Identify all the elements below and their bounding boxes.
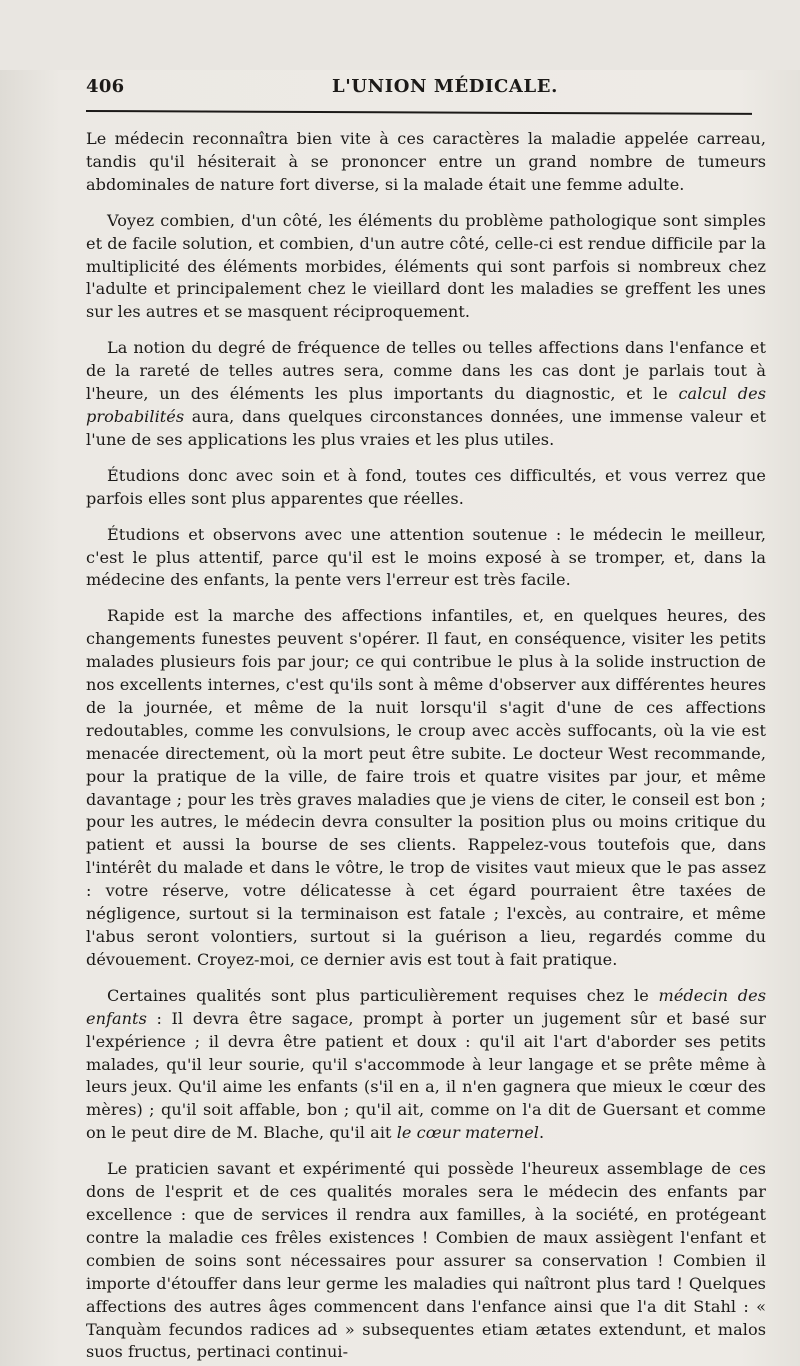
page-header	[86, 70, 766, 100]
paragraph-text: Rapide est la marche des affections infantiles, et, en quelques heures, des changements funestes peuvent s'opérer. Il faut, en conséquence, visiter les petits malades plusieurs fois par jour; ce qui contribue le plus à la solide instruction de nos excellents internes, c'est qu'ils sont à même d'observer aux différentes heures de la journée, et même de la nuit lorsqu'il s'agit d'une de ces affections redoutables, comme les convulsions, le croup avec accès suffocants, où la vie est menacée directement, où la mort peut être subite. Le docteur West recommande, pour la pratique de la ville, de faire trois et quatre visites par jour, et même davantage ; pour les très graves maladies que je viens de citer, le conseil est bon ; pour les autres, le médecin devra consulter la position plus ou moins critique du patient et aussi la bourse de ses clients. Rappelez-vous toutefois que, dans l'intérêt du malade et dans le vôtre, le trop de visites vaut mieux que le pas assez : votre réserve, votre délicatesse à cet égard pourraient être taxées de négligence, surtout si la terminaison est fatale ; l'excès, au contraire, et même l'abus seront volontiers, surtout si la guérison a lieu, regardés comme du dévouement. Croyez-moi, ce dernier avis est tout à fait pratique.	[86, 606, 766, 969]
paragraph-text-part: .	[538, 1123, 545, 1143]
header-rule	[86, 110, 752, 115]
paragraph-text-part: Certaines qualités sont plus particulièrement requises chez le	[107, 985, 659, 1005]
italic-phrase: calcul des probabilités	[86, 384, 767, 426]
running-title: L'UNION MÉDICALE.	[332, 76, 558, 97]
paragraph-text: Étudions et observons avec une attention soutenue : le médecin le meilleur, c'est le plus attentif, parce qu'il est le moins exposé à se tromper, et, dans la médecine des enfants, la pente vers l'erreur est très facile.	[86, 524, 766, 590]
paragraph-carreau	[86, 128, 766, 197]
paragraph-observe	[86, 524, 766, 593]
paragraph-frequency	[86, 337, 766, 452]
paragraph-text-part: aura, dans quelques circonstances données, une immense valeur et l'une de ses applications les plus vraies et les plus utiles.	[86, 406, 766, 449]
page	[0, 70, 800, 1366]
paragraph-text: Voyez combien, d'un côté, les éléments du problème pathologique sont simples et de facile solution, et combien, d'un autre côté, celle-ci est rendue difficile par la multiplicité des éléments morbides, éléments qui sont parfois si nombreux chez l'adulte et principalement chez le vieillard dont les maladies se greffent les unes sur les autres et se masquent réciproquement.	[86, 210, 766, 322]
italic-phrase: le cœur maternel	[396, 1123, 539, 1143]
paragraph-study	[86, 465, 766, 511]
paragraph-text: Étudions donc avec soin et à fond, toutes ces difficultés, et vous verrez que parfois elles sont plus apparentes que réelles.	[86, 465, 766, 508]
article-body	[86, 128, 766, 1364]
paragraph-qualities	[86, 985, 766, 1145]
paragraph-simplicity	[86, 210, 766, 325]
paragraph-text-part: La notion du degré de fréquence de telles ou telles affections dans l'enfance et de la rareté de telles autres sera, comme dans les cas dont je parlais tout à l'heure, un des éléments les plus importants du diagnostic, et le	[86, 338, 766, 404]
paragraph-text: Le praticien savant et expérimenté qui possède l'heureux assemblage de ces dons de l'esprit et de ces qualités morales sera le médecin des enfants par excellence : que de services il rendra aux familles, à la société, en protégeant contre la maladie ces frêles existences ! Combien de maux assiègent l'enfant et combien de soins sont nécessaires pour assurer sa conservation ! Combien il importe d'étouffer dans leur germe les maladies qui naîtront plus tard ! Quelques affections des autres âges commencent dans l'enfance ainsi que l'a dit Stahl : « Tanquàm fecundos radices ad » subsequentes etiam ætates extendunt, et malos suos fructus, pertinaci continui-	[86, 1159, 766, 1362]
italic-phrase: médecin des enfants	[86, 985, 767, 1028]
paragraph-rapid-course	[86, 605, 766, 972]
page-number: 406	[86, 76, 125, 97]
paragraph-practitioner	[86, 1158, 766, 1364]
paragraph-text: Le médecin reconnaîtra bien vite à ces caractères la maladie appelée carreau, tandis qu'il hésiterait à se prononcer entre un grand nombre de tumeurs abdominales de nature fort diverse, si la malade était une femme adulte.	[86, 129, 766, 194]
paragraph-text-part: : Il devra être sagace, prompt à porter un jugement sûr et basé sur l'expérience ; il devra être patient et doux : qu'il ait l'art d'aborder ses petits malades, qu'il leur sourie, qu'il s'accommode à leur langage et se prête même à leurs jeux. Qu'il aime les enfants (s'il en a, il n'en gagnera que mieux le cœur des mères) ; qu'il soit affable, bon ; qu'il ait, comme on l'a dit de Guersant et comme on le peut dire de M. Blache, qu'il ait	[86, 1008, 766, 1143]
